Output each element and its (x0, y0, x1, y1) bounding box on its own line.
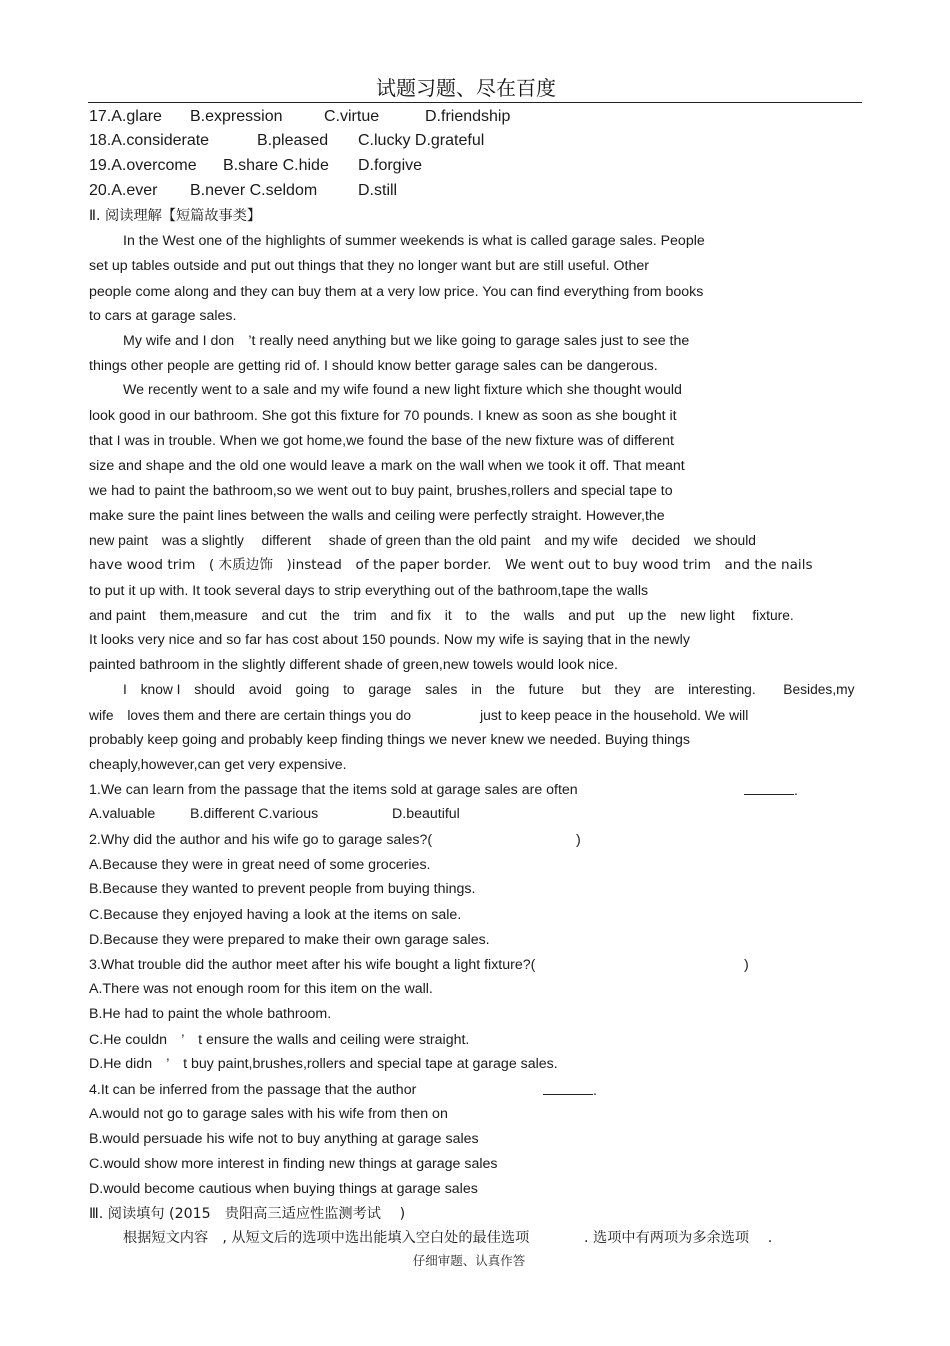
passage-line: I know I should avoid going to garage sales in the future but they are interesting. Besides,my (123, 682, 855, 697)
q1-option-bc: B.different C.various (190, 806, 319, 822)
passage-line: set up tables outside and put out things that they no longer want but are still useful. Other (89, 258, 649, 274)
answer-blank (543, 1081, 593, 1095)
option-q20-bc: B.never C.seldom (190, 182, 318, 199)
q3-option-d: D.He didn ’ t buy paint,brushes,rollers and special tape at garage sales. (89, 1056, 558, 1072)
passage-line: It looks very nice and so far has cost about 150 pounds. Now my wife is saying that in the newly (89, 632, 690, 648)
option-q17-d: D.friendship (425, 108, 511, 125)
option-q19-bc: B.share C.hide (223, 157, 329, 174)
option-q17-b: B.expression (190, 108, 283, 125)
passage-line: painted bathroom in the slightly different shade of green,new towels would look nice. (89, 657, 618, 673)
option-q20-d: D.still (358, 182, 398, 199)
q2-option-c: C.Because they enjoyed having a look at the items on sale. (89, 907, 462, 923)
q2-option-d: D.Because they were prepared to make their own garage sales. (89, 932, 490, 948)
question-1-stem: 1.We can learn from the passage that the items sold at garage sales are often (89, 782, 578, 798)
q4-option-d: D.would become cautious when buying things at garage sales (89, 1181, 478, 1197)
header-divider (88, 102, 862, 103)
question-4-stem: 4.It can be inferred from the passage that the author (89, 1082, 417, 1098)
section-instruction-tail: . 选项中有两项为多余选项 . (584, 1230, 773, 1246)
option-q19-d: D.forgive (358, 157, 423, 174)
q1-option-a: A.valuable (89, 806, 156, 822)
option-q19-a: 19.A.overcome (89, 157, 197, 174)
q4-option-a: A.would not go to garage sales with his wife from then on (89, 1106, 448, 1122)
passage-line: to cars at garage sales. (89, 308, 237, 324)
option-q18-b: B.pleased (257, 132, 329, 149)
section-heading-reading: Ⅱ. 阅读理解【短篇故事类】 (89, 208, 262, 224)
q1-option-d: D.beautiful (392, 806, 460, 822)
passage-line: probably keep going and probably keep finding things we never knew we needed. Buying things (89, 732, 691, 748)
option-q17-a: 17.A.glare (89, 108, 162, 125)
q3-option-a: A.There was not enough room for this item on the wall. (89, 981, 433, 997)
passage-line: things other people are getting rid of. I should know better garage sales can be dangerous. (89, 358, 658, 374)
passage-line: that I was in trouble. When we got home,we found the base of the new fixture was of different (89, 433, 674, 449)
passage-line: and paint them,measure and cut the trim and fix it to the walls and put up the new light fixture. (89, 608, 794, 623)
question-3-stem: 3.What trouble did the author meet after his wife bought a light fixture?( (89, 957, 536, 973)
passage-line: look good in our bathroom. She got this fixture for 70 pounds. I knew as soon as she bought it (89, 408, 677, 424)
passage-line: make sure the paint lines between the walls and ceiling were perfectly straight. However,the (89, 508, 665, 524)
passage-line: My wife and I don ’t really need anything but we like going to garage sales just to see the (123, 333, 690, 349)
section-instruction: 根据短文内容 , 从短文后的选项中选出能填入空白处的最佳选项 (123, 1230, 530, 1246)
page-footer: 仔细审题、认真作答 (412, 1253, 526, 1268)
passage-line: wife loves them and there are certain things you do just to keep peace in the household. We will (89, 708, 749, 723)
question-3-paren-close: ) (744, 957, 749, 973)
q2-option-b: B.Because they wanted to prevent people from buying things. (89, 881, 476, 897)
passage-line: cheaply,however,can get very expensive. (89, 757, 347, 773)
question-2-paren-close: ) (576, 832, 581, 848)
page-header-title: 试题习题、尽在百度 (376, 76, 556, 100)
option-q18-cd: C.lucky D.grateful (358, 132, 485, 149)
question-2-stem: 2.Why did the author and his wife go to garage sales?( (89, 832, 433, 848)
question-4-blank: . (543, 1081, 597, 1100)
question-1-blank: . (744, 781, 798, 800)
passage-line: size and shape and the old one would leave a mark on the wall when we took it off. That meant (89, 458, 685, 474)
passage-line: people come along and they can buy them at a very low price. You can find everything from books (89, 284, 704, 300)
passage-line: we had to paint the bathroom,so we went out to buy paint, brushes,rollers and special tape to (89, 483, 673, 499)
passage-line: new paint was a slightly different shade of green than the old paint and my wife decided we should (89, 533, 756, 548)
passage-line: We recently went to a sale and my wife found a new light fixture which she thought would (123, 382, 682, 398)
option-q20-a: 20.A.ever (89, 182, 158, 199)
q3-option-c: C.He couldn ’ t ensure the walls and ceiling were straight. (89, 1032, 470, 1048)
answer-blank (744, 781, 794, 795)
q4-option-b: B.would persuade his wife not to buy anything at garage sales (89, 1131, 479, 1147)
q4-option-c: C.would show more interest in finding new things at garage sales (89, 1156, 498, 1172)
passage-line: have wood trim ( 木质边饰 )instead of the paper border. We went out to buy wood trim and the nails (89, 557, 813, 573)
q3-option-b: B.He had to paint the whole bathroom. (89, 1006, 332, 1022)
passage-line: In the West one of the highlights of summer weekends is what is called garage sales. People (123, 233, 705, 249)
option-q18-a: 18.A.considerate (89, 132, 210, 149)
passage-line: to put it up with. It took several days to strip everything out of the bathroom,tape the walls (89, 583, 649, 599)
option-q17-c: C.virtue (324, 108, 380, 125)
section-heading-fill-sentence: Ⅲ. 阅读填句 (2015 贵阳高三适应性监测考试 ) (89, 1206, 406, 1222)
q2-option-a: A.Because they were in great need of some groceries. (89, 857, 431, 873)
